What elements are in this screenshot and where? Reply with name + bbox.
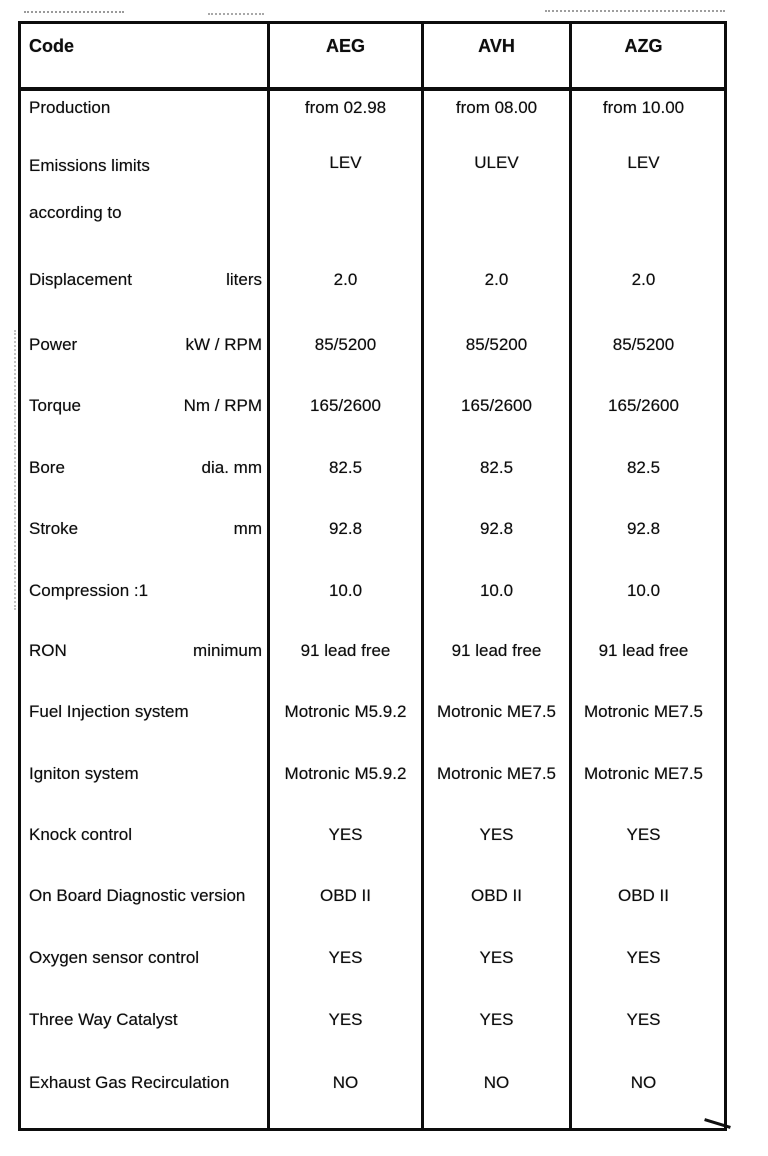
cell-value: Motronic M5.9.2 [270, 681, 424, 743]
cell-value: 91 lead free [424, 621, 572, 681]
row-label: Three Way Catalyst [29, 1010, 178, 1029]
cell-value: 91 lead free [270, 621, 424, 681]
cell-value: 165/2600 [608, 396, 679, 415]
spec-row-compression [21, 560, 724, 621]
spec-row-torque [21, 375, 724, 437]
row-label: Compression :1 [29, 580, 149, 600]
row-label: Power [29, 334, 78, 354]
spec-row-stroke [21, 498, 724, 560]
cell-value: YES [424, 988, 572, 1052]
row-unit: dia. mm [201, 457, 262, 477]
cell-value: OBD II [424, 865, 572, 927]
spec-row-ignition [21, 743, 724, 804]
cell-value: Motronic ME7.5 [583, 702, 704, 721]
engine-spec-table [18, 21, 727, 1131]
cell-value: LEV [627, 153, 660, 172]
column-header-code: Code [21, 24, 270, 87]
cell-value: 85/5200 [270, 314, 424, 375]
row-label: Emissions limits [29, 156, 150, 175]
cell-value: 2.0 [270, 245, 424, 314]
row-label: Oxygen sensor control [29, 947, 200, 967]
cell-value: YES [626, 824, 661, 844]
cell-value: Motronic ME7.5 [583, 763, 704, 783]
spec-row-knock-control [21, 804, 724, 865]
cell-value: OBD II [617, 886, 669, 905]
row-label-line2: according to [29, 203, 122, 222]
row-label: Fuel Injection system [29, 702, 189, 721]
row-label: Bore [29, 457, 65, 477]
spec-row-bore [21, 437, 724, 498]
column-header-avh: AVH [424, 24, 572, 87]
scan-artifact [545, 10, 725, 12]
cell-value: 92.8 [270, 498, 424, 560]
cell-value: ULEV [424, 137, 572, 245]
row-label: Production [29, 98, 111, 117]
cell-value: NO [424, 1052, 572, 1128]
row-unit: minimum [193, 641, 262, 660]
cell-value: 82.5 [424, 437, 572, 498]
cell-value: 10.0 [424, 560, 572, 621]
row-label: On Board Diagnostic version [29, 886, 246, 905]
cell-value: NO [270, 1052, 424, 1128]
row-label: Stroke [29, 519, 79, 538]
cell-value: 85/5200 [612, 334, 675, 354]
spec-row-production [21, 91, 724, 137]
spec-row-power [21, 314, 724, 375]
row-label: RON [29, 641, 67, 660]
cell-value: 92.8 [424, 498, 572, 560]
table-header-row [21, 24, 724, 91]
row-label: Torque [29, 396, 81, 415]
cell-value: YES [270, 804, 424, 865]
cell-value: YES [270, 988, 424, 1052]
row-label: Knock control [29, 824, 132, 844]
cell-value: YES [626, 1010, 661, 1029]
cell-value: YES [424, 927, 572, 988]
cell-value: 82.5 [626, 457, 661, 477]
spec-row-obd [21, 865, 724, 927]
cell-value: 91 lead free [598, 641, 689, 660]
cell-value: 165/2600 [270, 375, 424, 437]
cell-value: 10.0 [270, 560, 424, 621]
spec-row-oxygen-sensor [21, 927, 724, 988]
row-unit: Nm / RPM [183, 396, 262, 415]
cell-value: 2.0 [424, 245, 572, 314]
row-unit: mm [233, 519, 262, 538]
cell-value: from 10.00 [602, 98, 685, 117]
cell-value: YES [626, 947, 661, 967]
cell-value: NO [630, 1073, 657, 1092]
cell-value: Motronic ME7.5 [424, 681, 572, 743]
scan-artifact [24, 11, 124, 13]
spec-row-ron [21, 621, 724, 681]
spec-row-egr [21, 1052, 724, 1128]
cell-value: YES [424, 804, 572, 865]
row-label: Exhaust Gas Recirculation [29, 1073, 230, 1092]
row-label: Igniton system [29, 763, 139, 783]
cell-value: OBD II [270, 865, 424, 927]
cell-value: Motronic ME7.5 [424, 743, 572, 804]
cell-value: 82.5 [270, 437, 424, 498]
row-unit: liters [226, 269, 262, 289]
cell-value: 92.8 [626, 519, 661, 538]
scan-artifact [14, 330, 16, 610]
column-header-azg: AZG [624, 36, 663, 56]
cell-value: 10.0 [626, 580, 661, 600]
spec-row-fuel-injection [21, 681, 724, 743]
cell-value: 165/2600 [424, 375, 572, 437]
spec-row-emissions [21, 137, 724, 245]
row-label: Displacement [29, 269, 132, 289]
column-header-aeg: AEG [270, 24, 424, 87]
scan-artifact [208, 13, 264, 15]
row-unit: kW / RPM [185, 334, 262, 354]
spec-row-displacement [21, 245, 724, 314]
cell-value: from 08.00 [424, 91, 572, 137]
cell-value: LEV [270, 137, 424, 245]
cell-value: YES [270, 927, 424, 988]
spec-row-catalyst [21, 988, 724, 1052]
cell-value: from 02.98 [270, 91, 424, 137]
cell-value: 2.0 [631, 269, 656, 289]
cell-value: 85/5200 [424, 314, 572, 375]
cell-value: Motronic M5.9.2 [270, 743, 424, 804]
